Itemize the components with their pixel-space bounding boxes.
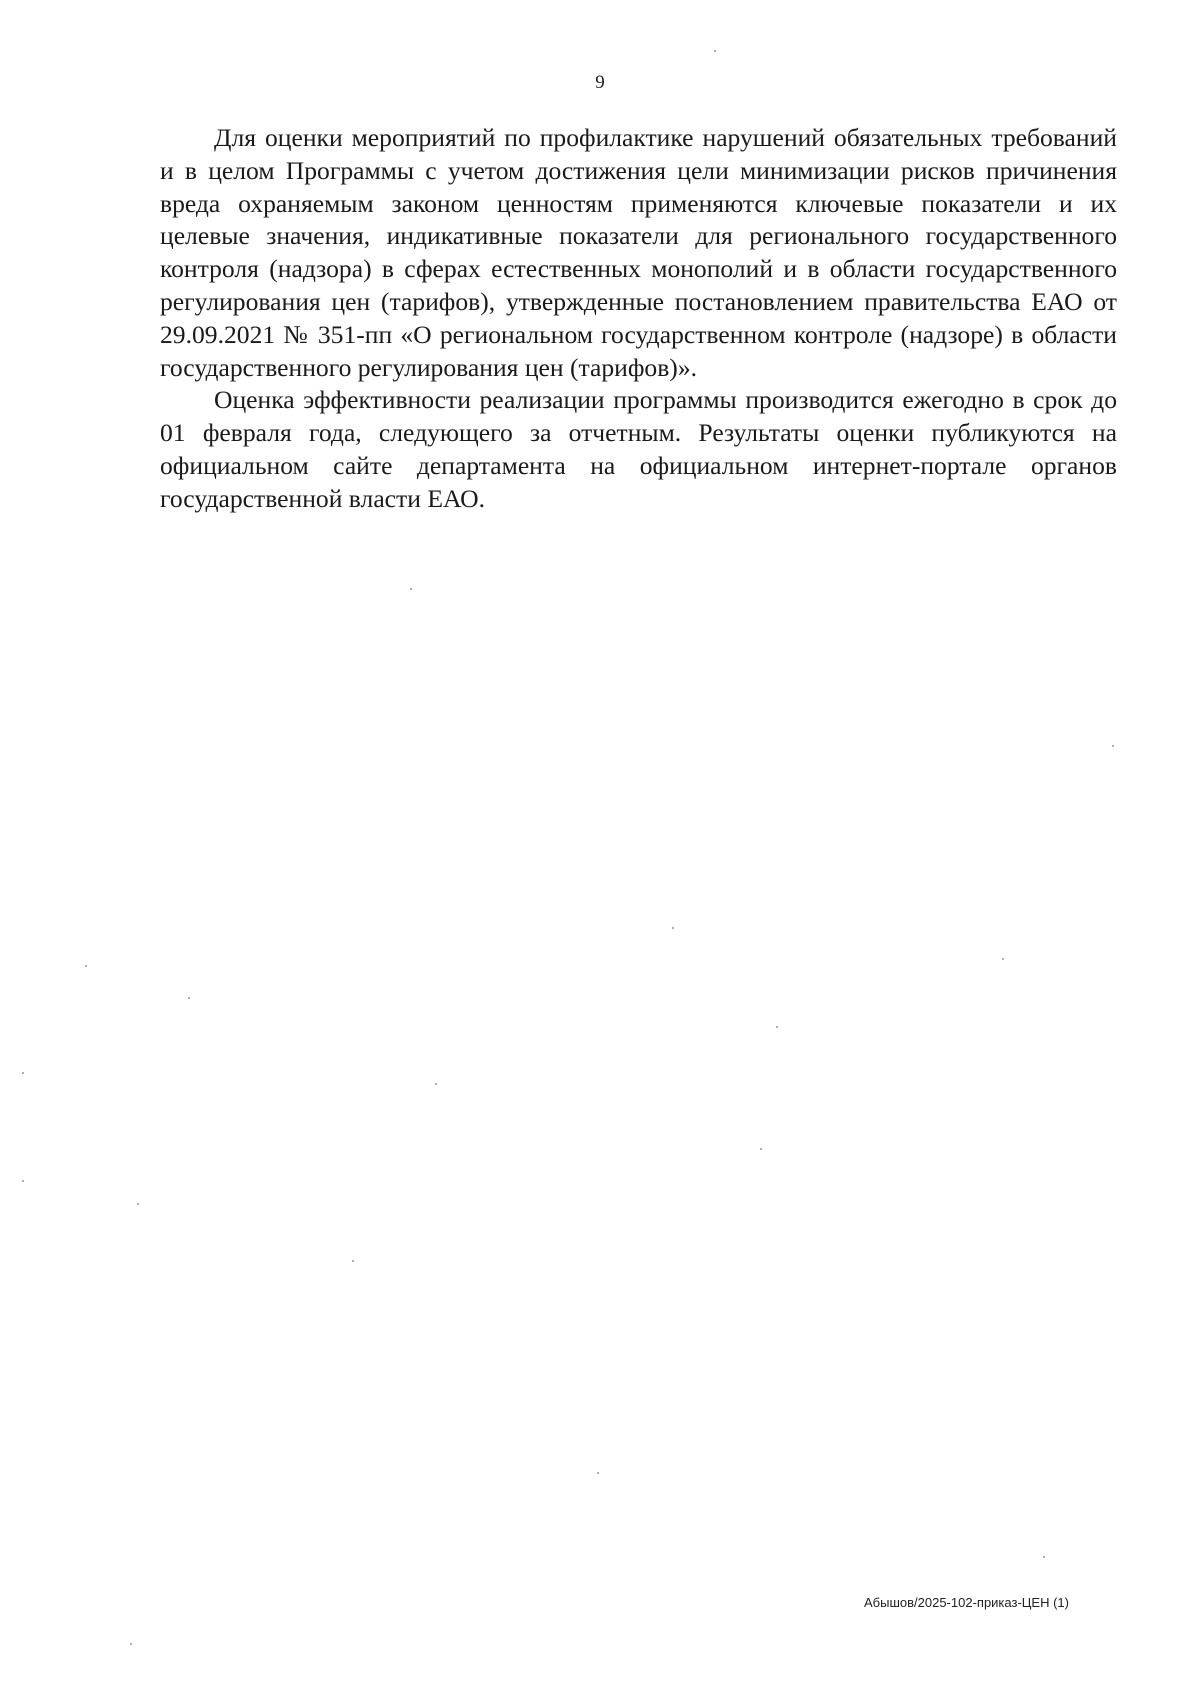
scan-speck (352, 1260, 354, 1262)
paragraph-efficiency-assessment: Оценка эффективности реализации программы производится ежегодно в срок до 01 февраля года, следующего за отчетным. Результаты оценки публикуются на официальном сайте департамента на официальном интернет-портале органов государственной власти ЕАО. (160, 385, 1117, 513)
paragraph-evaluation-indicators: Для оценки мероприятий по профилактике нарушений обязательных требований и в целом Программы с учетом достижения цели минимизации рисков причинения вреда охраняемым законом ценностям применяются ключевые показатели и их целевые значения, индикативные показатели для регионального государственного контроля (надзора) в сферах естественных монополий и в области государственного регулирования цен (тарифов), утвержденные постановлением правительства ЕАО от 29.09.2021 № 351-пп «О региональном государственном контроле (надзоре) в области государственного регулирования цен (тарифов)». (160, 123, 1117, 382)
scan-speck (776, 1026, 778, 1028)
page-number: 9 (595, 72, 605, 93)
scan-speck (85, 965, 87, 967)
scan-speck (410, 588, 412, 590)
scan-speck (188, 997, 190, 999)
scan-speck (22, 1180, 24, 1182)
scan-speck (137, 1203, 139, 1205)
document-registration-code: Абышов/2025-102-приказ-ЦЕН (1) (864, 1595, 1069, 1610)
scan-speck (1002, 958, 1004, 960)
body-text (160, 122, 1117, 516)
scan-speck (1112, 745, 1114, 747)
scan-speck (130, 1643, 132, 1645)
scan-speck (760, 1148, 762, 1150)
scan-speck (22, 1072, 24, 1074)
scan-speck (672, 927, 674, 929)
scan-speck (1043, 1556, 1045, 1558)
scan-speck (597, 1472, 599, 1474)
scan-speck (714, 50, 716, 52)
scan-speck (435, 1083, 437, 1085)
